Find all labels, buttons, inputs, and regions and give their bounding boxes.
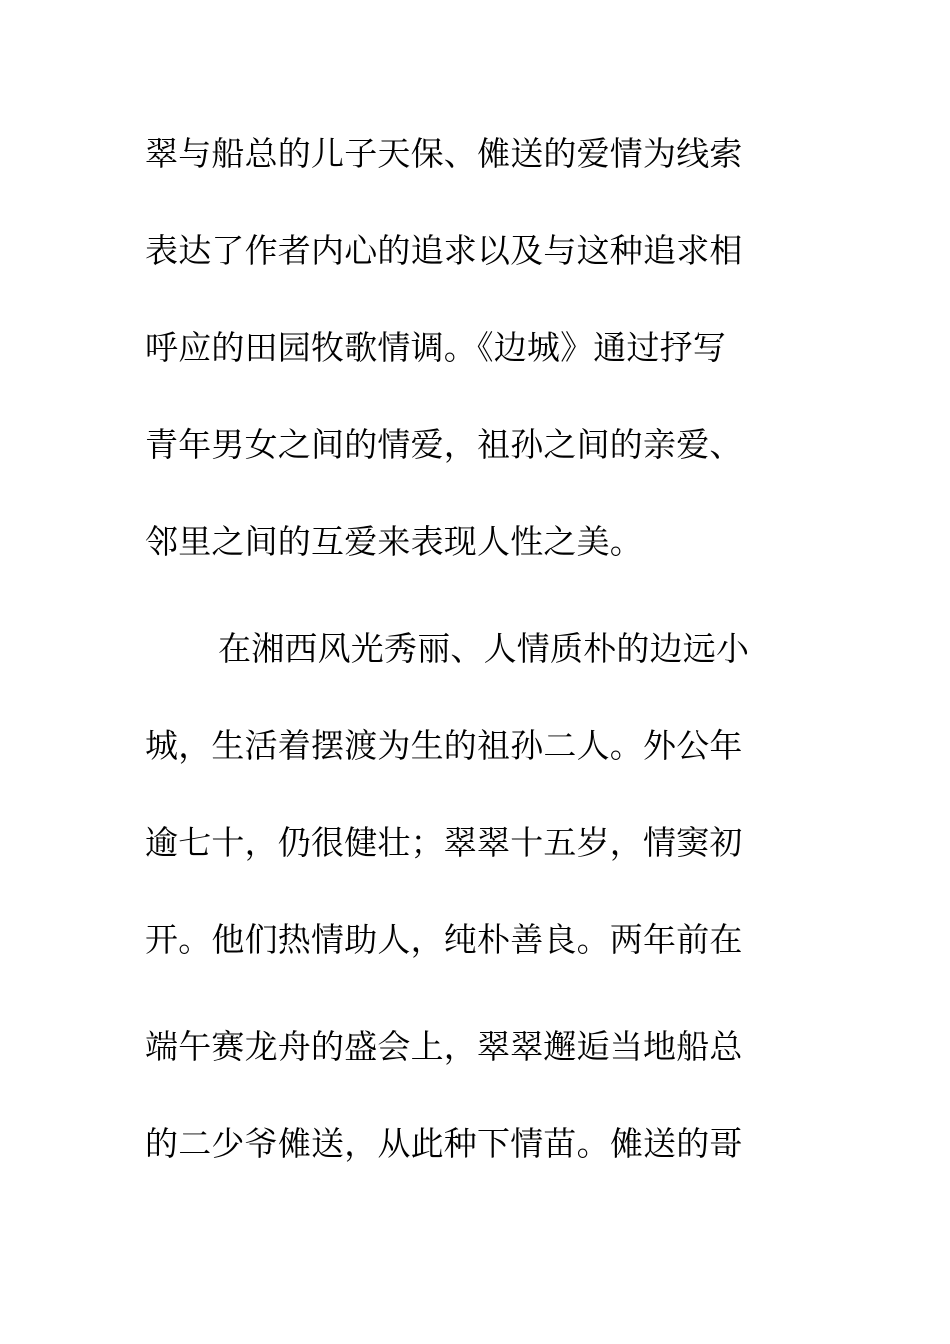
- text-line-11: 的二少爷傩送，从此种下情苗。傩送的哥: [145, 1124, 743, 1163]
- text-line-6: 在湘西风光秀丽、人情质朴的边远小: [218, 629, 750, 668]
- text-line-9: 开。他们热情助人，纯朴善良。两年前在: [145, 920, 743, 959]
- text-line-7: 城，生活着摆渡为生的祖孙二人。外公年: [145, 726, 743, 765]
- text-line-8: 逾七十，仍很健壮；翠翠十五岁，情窦初: [145, 823, 743, 862]
- text-line-5: 邻里之间的互爱来表现人性之美。: [145, 522, 643, 561]
- text-line-1: 翠与船总的儿子天保、傩送的爱情为线索: [145, 134, 743, 173]
- text-line-4: 青年男女之间的情爱，祖孙之间的亲爱、: [145, 425, 743, 464]
- text-line-2: 表达了作者内心的追求以及与这种追求相: [145, 231, 743, 270]
- text-line-3: 呼应的田园牧歌情调。《边城》通过抒写: [145, 328, 727, 367]
- text-line-10: 端午赛龙舟的盛会上，翠翠邂逅当地船总: [145, 1027, 743, 1066]
